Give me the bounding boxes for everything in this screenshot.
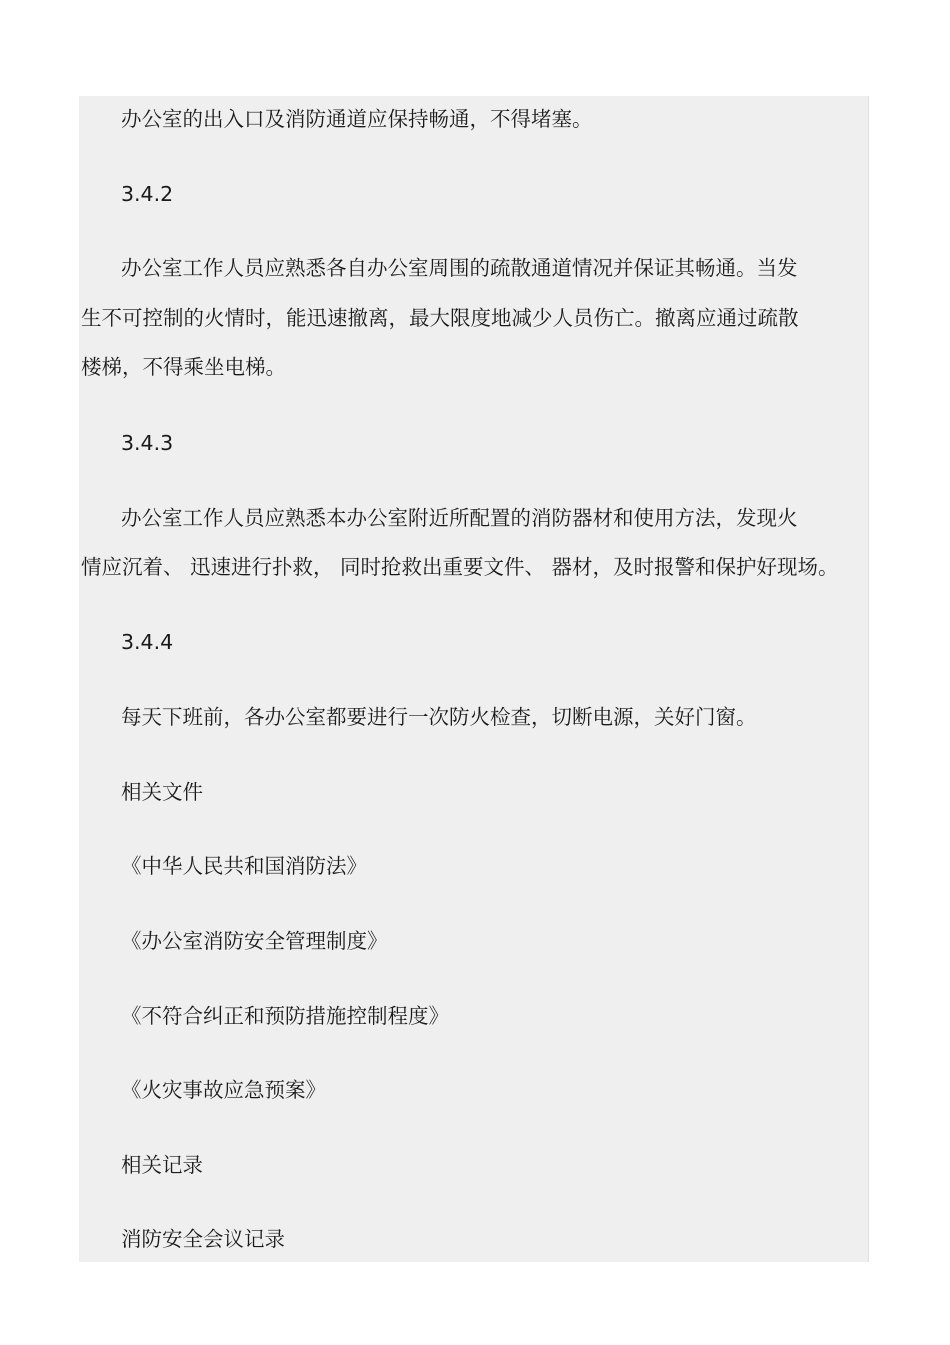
paragraph-evacuation-line-1: 办公室工作人员应熟悉各自办公室周围的疏散通道情况并保证其畅通。当发 [121, 256, 798, 280]
paragraph-equipment-line-2: 情应沉着、 迅速进行扑救， 同时抢救出重要文件、 器材，及时报警和保护好现场。 [81, 555, 839, 579]
paragraph-equipment-line-1: 办公室工作人员应熟悉本办公室附近所配置的消防器材和使用方法，发现火 [121, 506, 798, 530]
related-records-heading: 相关记录 [121, 1153, 203, 1177]
section-number-3-4-2: 3.4.2 [121, 182, 174, 206]
related-file-item: 《办公室消防安全管理制度》 [121, 929, 388, 953]
section-number-3-4-4: 3.4.4 [121, 630, 174, 654]
paragraph-evacuation-line-3: 楼梯，不得乘坐电梯。 [81, 355, 286, 379]
related-record-item: 消防安全会议记录 [121, 1227, 285, 1251]
paragraph-evacuation-line-2: 生不可控制的火情时，能迅速撤离，最大限度地减少人员伤亡。撤离应通过疏散 [81, 306, 799, 330]
paragraph-daily-check: 每天下班前，各办公室都要进行一次防火检查，切断电源，关好门窗。 [121, 705, 757, 729]
related-file-item: 《中华人民共和国消防法》 [121, 854, 367, 878]
section-number-3-4-3: 3.4.3 [121, 431, 174, 455]
paragraph-exit-access: 办公室的出入口及消防通道应保持畅通，不得堵塞。 [121, 107, 593, 131]
related-file-item: 《不符合纠正和预防措施控制程度》 [121, 1004, 449, 1028]
related-file-item: 《火灾事故应急预案》 [121, 1078, 326, 1102]
related-files-heading: 相关文件 [121, 780, 203, 804]
